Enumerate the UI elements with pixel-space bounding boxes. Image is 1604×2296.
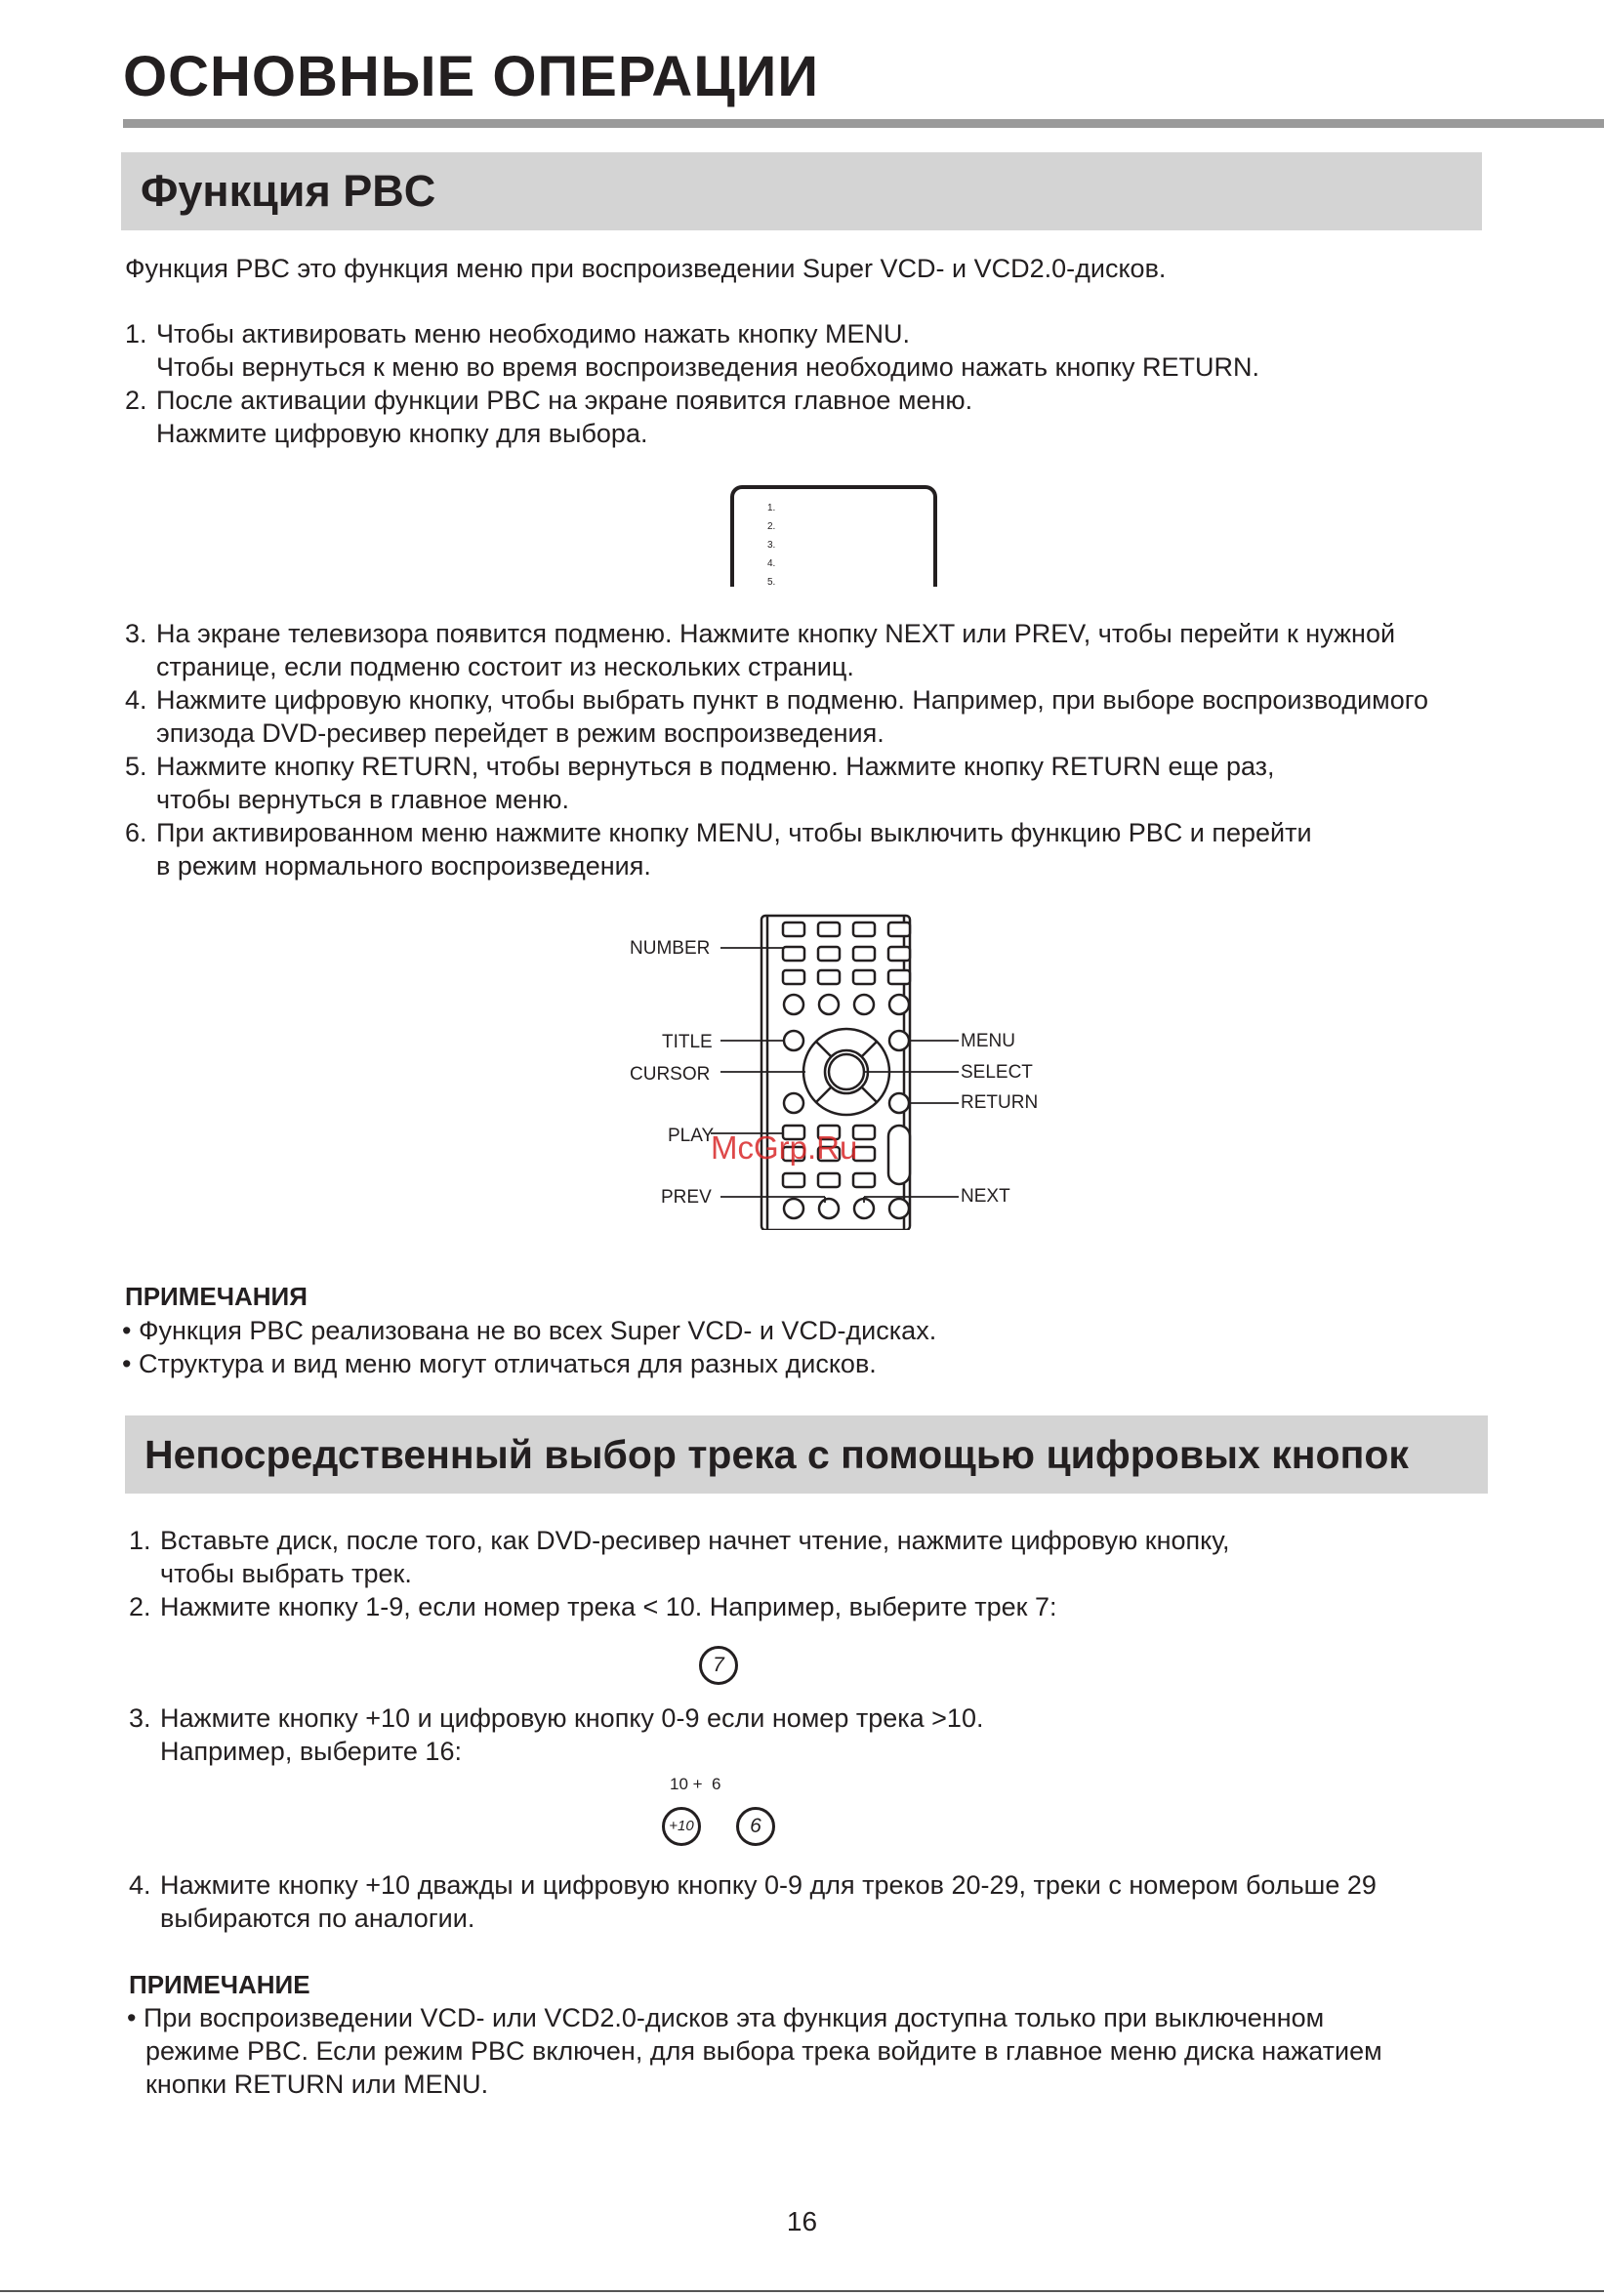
pbc-step-4 [125,683,1428,750]
button-6-illustration: 6 [736,1807,775,1846]
step-line2: странице, если подменю состоит из нескольких страниц. [156,652,854,681]
direct-note-line-2: режиме PBC. Если режим PBC включен, для выбора трека войдите в главное меню диска нажатием [145,2036,1382,2066]
step-number: 5. [125,752,147,781]
label-number: NUMBER [630,938,711,959]
step-line2: эпизода DVD-ресивер перейдет в режим воспроизведения. [156,718,884,748]
step-line1: Нажмите кнопку 1-9, если номер трека < 10. Например, выберите трек 7: [160,1592,1057,1621]
tv-menu-item: 2. [767,521,776,532]
pbc-step-3 [125,617,1395,683]
direct-note-title: ПРИМЕЧАНИЕ [129,1970,310,1999]
direct-step-1 [129,1524,1230,1590]
button-plus10-illustration: +10 [662,1807,701,1846]
label-select: SELECT [961,1062,1033,1083]
step-line2: чтобы выбрать трек. [160,1559,412,1588]
step-number: 4. [129,1870,151,1900]
step-line2: чтобы вернуться в главное меню. [156,785,569,814]
pbc-note-1: • Функция PBC реализована не во всех Super VCD- и VCD-дисках. [122,1316,937,1345]
pbc-section-title: Функция PBC [141,166,436,216]
step-line1: При активированном меню нажмите кнопку MENU, чтобы выключить функцию PBC и перейти [156,818,1312,847]
pbc-step-2 [125,384,972,450]
step-number: 2. [125,386,147,415]
label-cursor: CURSOR [630,1064,711,1085]
pbc-intro: Функция PBC это функция меню при воспроизведении Super VCD- и VCD2.0-дисков. [125,254,1167,283]
tv-menu-illustration [730,485,937,587]
step-line1: Нажмите кнопку +10 дважды и цифровую кнопку 0-9 для треков 20-29, треки с номером больше 29 [160,1870,1377,1900]
step-line1: Нажмите цифровую кнопку, чтобы выбрать пункт в подменю. Например, при выборе воспроизводимого [156,685,1429,715]
title-rule [123,119,1604,128]
step-number: 6. [125,818,147,847]
step-number: 2. [129,1592,151,1621]
direct-note-line-3: кнопки RETURN или MENU. [145,2070,489,2099]
step-number: 3. [125,619,147,648]
tv-menu-item: 1. [767,503,776,513]
step-line1: Нажмите кнопку +10 и цифровую кнопку 0-9 если номер трека >10. [160,1703,984,1733]
step-line1: Чтобы активировать меню необходимо нажать кнопку MENU. [156,319,910,348]
step-number: 4. [125,685,147,715]
step-line1: Нажмите кнопку RETURN, чтобы вернуться в подменю. Нажмите кнопку RETURN еще раз, [156,752,1275,781]
step-line1: На экране телевизора появится подменю. Нажмите кнопку NEXT или PREV, чтобы перейти к нужной [156,619,1396,648]
label-play: PLAY [668,1126,715,1146]
step-line1: Вставьте диск, после того, как DVD-ресивер начнет чтение, нажмите цифровую кнопку, [160,1526,1230,1555]
step-number: 1. [129,1526,151,1555]
direct-step-4 [129,1868,1377,1935]
button-7-illustration: 7 [699,1646,738,1685]
direct-section-title: Непосредственный выбор трека с помощью цифровых кнопок [144,1432,1409,1477]
tv-menu-item: 3. [767,540,776,551]
step-line2: выбираются по аналогии. [160,1904,475,1933]
direct-note-line-1: • При воспроизведении VCD- или VCD2.0-дисков эта функция доступна только при выключенном [127,2003,1325,2032]
page-title: ОСНОВНЫЕ ОПЕРАЦИИ [123,45,820,108]
tv-menu-item: 4. [767,558,776,569]
step-line2: в режим нормального воспроизведения. [156,851,651,881]
remote-control-diagram [605,908,1054,1230]
step-number: 3. [129,1703,151,1733]
label-title: TITLE [662,1032,713,1052]
step-line2: Чтобы вернуться к меню во время воспроизведения необходимо нажать кнопку RETURN. [156,352,1260,382]
pbc-step-5 [125,750,1275,816]
direct-section-header [125,1415,1488,1494]
page-number: 16 [786,2206,818,2236]
direct-step-3 [129,1702,983,1768]
label-next: NEXT [961,1186,1010,1207]
label-prev: PREV [661,1187,712,1208]
pbc-notes-title: ПРИМЕЧАНИЯ [125,1282,308,1311]
number-buttons [783,922,910,1014]
label-return: RETURN [961,1092,1039,1113]
pbc-step-1 [125,317,1259,384]
watermark: McGrp.Ru [711,1129,858,1166]
step-number: 1. [125,319,147,348]
tv-menu-item: 5. [767,577,776,588]
direct-step-2 [129,1590,1056,1623]
pbc-note-2: • Структура и вид меню могут отличаться для разных дисков. [122,1349,877,1378]
bottom-rule [0,2290,1604,2292]
label-menu: MENU [961,1031,1015,1051]
step-line1: После активации функции PBC на экране появится главное меню. [156,386,973,415]
pbc-section-header [121,152,1482,230]
step-line2: Нажмите цифровую кнопку для выбора. [156,419,648,448]
step-line2: Например, выберите 16: [160,1737,462,1766]
pbc-step-6 [125,816,1312,882]
combo-label: 10 + 6 [670,1775,721,1793]
